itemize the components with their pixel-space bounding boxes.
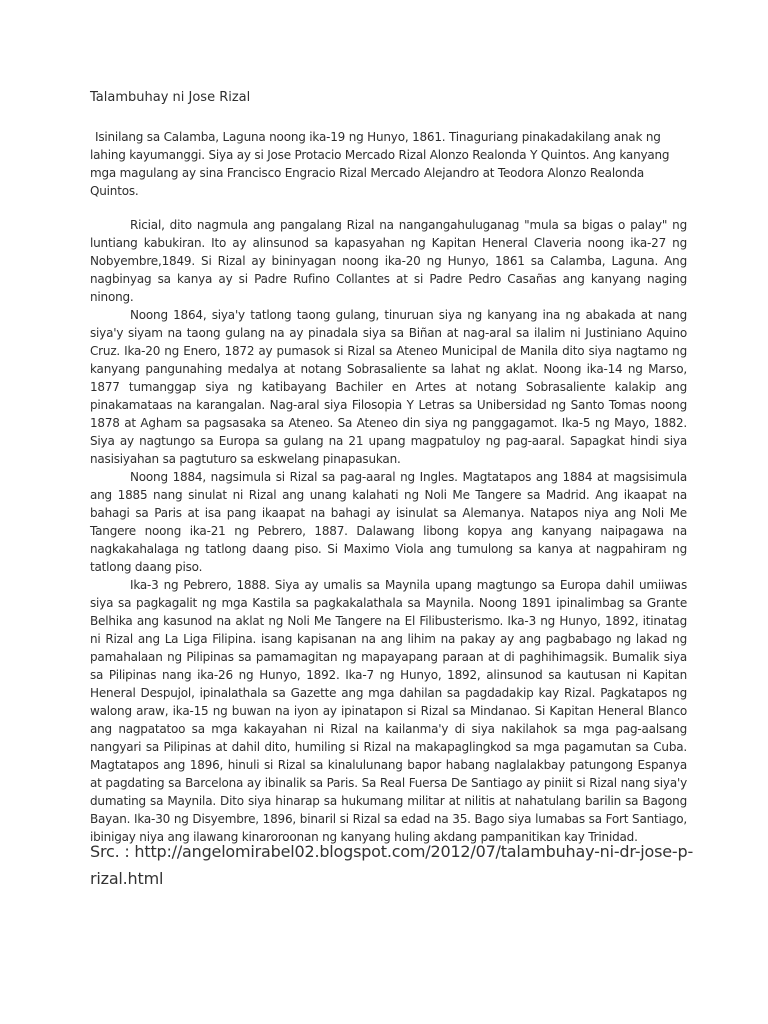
body-paragraph: Noong 1884, nagsimula si Rizal sa pag-aaral ng Ingles. Magtatapos ang 1884 at magsisimula ang 1885 nang sinulat ni Rizal ang unang kalahati ng Noli Me Tangere sa Madrid. Ang ikaapat na bahagi sa Paris at isa pang ikaapat na bahagi ay isinulat sa Alemanya. Natapos niya ang Noli Me Tangere noong ika-21 ng Pebrero, 1887. Dalawang libong kopya ang kanyang naipagawa na nagkakahalaga ng tatlong daang piso. Si Maximo Viola ang tumulong sa kanya at nagpahiram ng tatlong daang piso.	[90, 470, 687, 574]
document-title: Talambuhay ni Jose Rizal	[90, 90, 251, 105]
body-paragraph: Ricial, dito nagmula ang pangalang Rizal na nangangahuluganag "mula sa bigas o palay" ng luntiang kabukiran. Ito ay alinsunod sa kapasyahan ng Kapitan Heneral Claveria noong ika-27 ng Nobyembre,1849. Si Rizal ay bininyagan noong ika-20 ng Hunyo, 1861 sa Calamba, Laguna. Ang nagbinyag sa kanya ay si Padre Rufino Collantes at si Padre Pedro Casañas ang kanyang naging ninong.	[90, 218, 687, 304]
body-paragraph: Noong 1864, siya'y tatlong taong gulang, tinuruan siya ng kanyang ina ng abakada at nang siya'y siyam na taong gulang na ay pinadala siya sa Biñan at nag-aral sa ilalim ni Justiniano Aquino Cruz. Ika-20 ng Enero, 1872 ay pumasok si Rizal sa Ateneo Municipal de Manila dito siya nagtamo ng kanyang pangunahing medalya at notang Sobrasaliente sa lahat ng aklat. Noong ika-14 ng Marso, 1877 tumanggap siya ng katibayang Bachiler en Artes at notang Sobrasaliente kalakip ang pinakamataas na karangalan. Nag-aral siya Filosopia Y Letras sa Unibersidad ng Santo Tomas noong 1878 at Agham sa pagsasaka sa Ateneo. Sa Ateneo din siya ng panggagamot. Ika-5 ng Mayo, 1882. Siya ay nagtungo sa Europa sa gulang na 21 upang magpatuloy ng pag-aaral. Sapagkat hindi siya nasisiyahan sa pagtuturo sa eskwelang pinapasukan.	[90, 308, 687, 466]
body-paragraph: Ika-3 ng Pebrero, 1888. Siya ay umalis sa Maynila upang magtungo sa Europa dahil umiiwas siya sa pagkagalit ng mga Kastila sa pagkakalathala sa Maynila. Noong 1891 ipinalimbag sa Grante Belhika ang kasunod na aklat ng Noli Me Tangere na El Filibusterismo. Ika-3 ng Hunyo, 1892, itinatag ni Rizal ang La Liga Filipina. isang kapisanan na ang lihim na pakay ay ang pagbabago ng lakad ng pamahalaan ng Pilipinas sa pamamagitan ng mapayapang paraan at di paghihimagsik. Bumalik siya sa Pilipinas nang ika-26 ng Hunyo, 1892. Ika-7 ng Hunyo, 1892, alinsunod sa kautusan ni Kapitan Heneral Despujol, ipinalathala sa Gazette ang mga dahilan sa pagdadakip kay Rizal. Pagkatapos ng walong araw, ika-15 ng buwan na iyon ay ipinatapon si Rizal sa Mindanao. Si Kapitan Heneral Blanco ang nagpatatoo sa mga kakayahan ni Rizal na kailanma'y di siya nakilahok sa mga pag-aalsang nangyari sa Pilipinas at dahil dito, humiling si Rizal na makapaglingkod sa mga pagamutan sa Cuba. Magtatapos ang 1896, hinuli si Rizal sa kinalulunang bapor habang naglalakbay patungong Espanya at pagdating sa Barcelona ay ibinalik sa Paris. Sa Real Fuersa De Santiago ay piniit si Rizal nang siya'y dumating sa Maynila. Dito siya hinarap sa hukumang militar at nilitis at nahatulang barilin sa Bagong Bayan. Ika-30 ng Disyembre, 1896, binaril si Rizal sa edad na 35. Bago siya lumabas sa Fort Santiago, ibinigay niya ang ilawang kinaroroonan ng kanyang huling akdang pampanitikan kay Trinidad.	[90, 578, 687, 844]
intro-paragraph: Isinilang sa Calamba, Laguna noong ika-19 ng Hunyo, 1861. Tinaguriang pinakadakilang anak ng lahing kayumanggi. Siya ay si Jose Protacio Mercado Rizal Alonzo Realonda Y Quintos. Ang kanyang mga magulang ay sina Francisco Engracio Rizal Mercado Alejandro at Teodora Alonzo Realonda Quintos.	[90, 130, 670, 198]
source-citation: Src. : http://angelomirabel02.blogspot.com/2012/07/talambuhay-ni-dr-jose-p-rizal.html	[90, 842, 694, 888]
document-body	[90, 216, 687, 846]
document-content	[90, 90, 687, 846]
